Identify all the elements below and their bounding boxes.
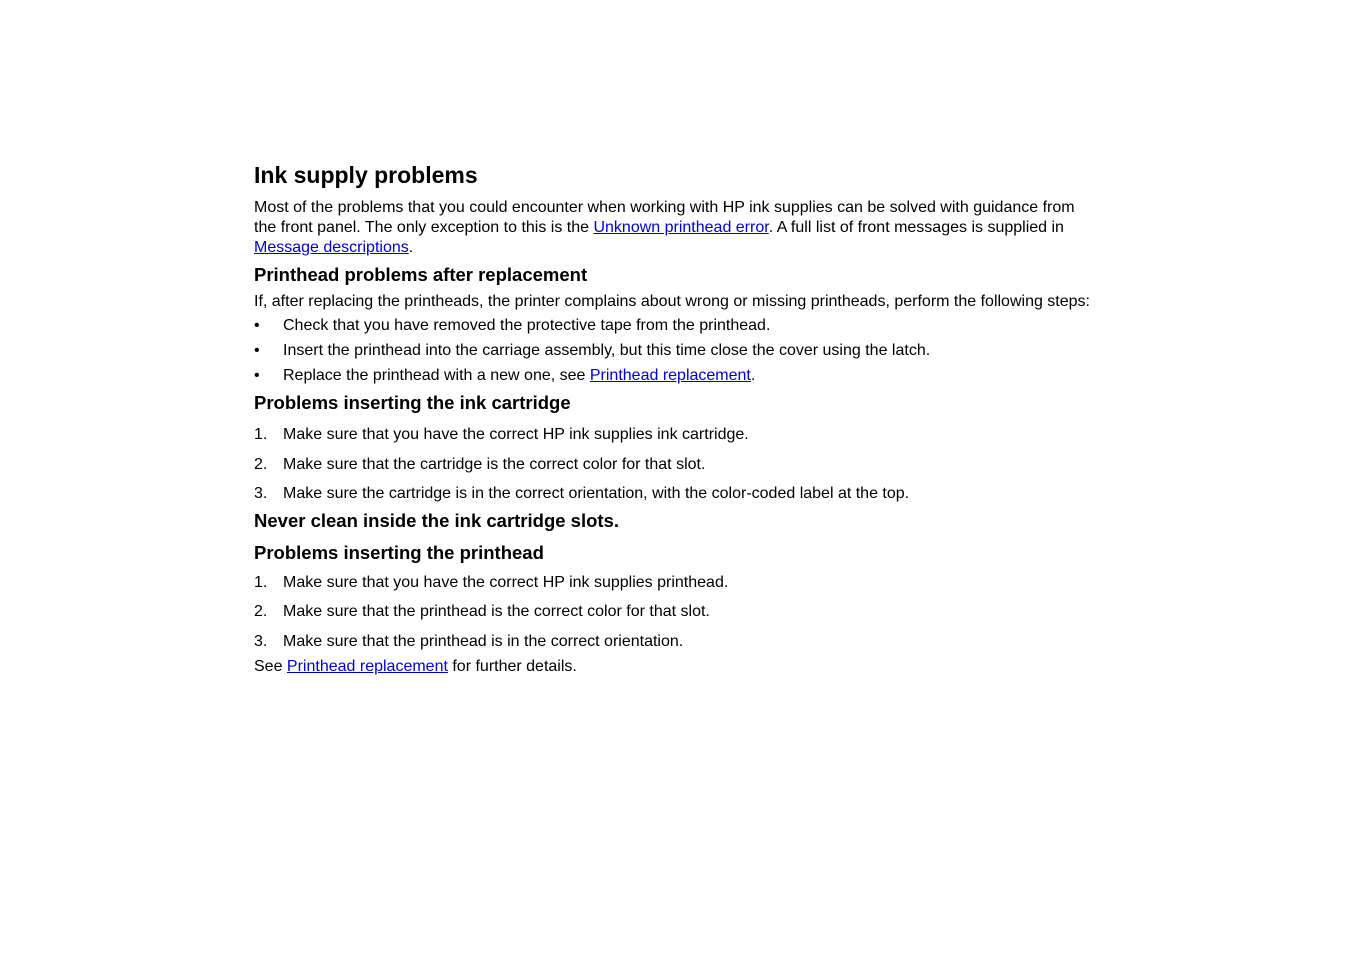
printhead-replacement-link-footer[interactable]: Printhead replacement bbox=[286, 658, 448, 675]
section-heading-printhead-problems: Printhead problems after replacement bbox=[254, 264, 588, 285]
section1-paragraph: If, after replacing the printheads, the printer complains about wrong or missing printheads, perform the following steps: bbox=[254, 293, 1090, 310]
page-title: Ink supply problems bbox=[254, 162, 478, 188]
list-item: 2. Make sure that the cartridge is the correct color for that slot. bbox=[254, 456, 706, 473]
list-item: 3. Make sure that the printhead is in the correct orientation. bbox=[254, 633, 684, 650]
message-descriptions-link[interactable]: Message descriptions bbox=[254, 239, 409, 256]
section3-footer: See Printhead replacement for further details. bbox=[254, 658, 577, 675]
section2-numbered-list bbox=[254, 425, 1094, 504]
bullet-marker: • bbox=[254, 367, 260, 384]
list-item: • Insert the printhead into the carriage assembly, but this time close the cover using the latch. bbox=[254, 342, 931, 359]
unknown-printhead-error-link[interactable]: Unknown printhead error bbox=[593, 219, 769, 236]
list-item: 1. Make sure that you have the correct HP ink supplies ink cartridge. bbox=[254, 426, 749, 443]
document-page bbox=[254, 160, 1094, 677]
intro-paragraph: Most of the problems that you could encounter when working with HP ink supplies can be solved with guidance from the front panel. The only exception to this is the Unknown printhead error. A full list of front messages is supplied in Message descriptions. bbox=[254, 199, 1075, 256]
list-item: 3. Make sure the cartridge is in the correct orientation, with the color-coded label at the top. bbox=[254, 485, 910, 502]
section-heading-printhead-insert: Problems inserting the printhead bbox=[254, 542, 544, 563]
section3-numbered-list bbox=[254, 573, 1094, 652]
bullet-marker: • bbox=[254, 317, 260, 334]
warning-heading: Never clean inside the ink cartridge slots. bbox=[254, 510, 619, 531]
section1-bullet-list bbox=[254, 316, 1094, 386]
bullet-marker: • bbox=[254, 342, 260, 359]
printhead-replacement-link[interactable]: Printhead replacement bbox=[589, 367, 751, 384]
section-heading-ink-cartridge: Problems inserting the ink cartridge bbox=[254, 392, 571, 413]
list-item: 2. Make sure that the printhead is the correct color for that slot. bbox=[254, 603, 710, 620]
list-item: • Replace the printhead with a new one, see Printhead replacement. bbox=[254, 367, 756, 384]
list-item: 1. Make sure that you have the correct HP ink supplies printhead. bbox=[254, 574, 729, 591]
list-item: • Check that you have removed the protective tape from the printhead. bbox=[254, 317, 771, 334]
